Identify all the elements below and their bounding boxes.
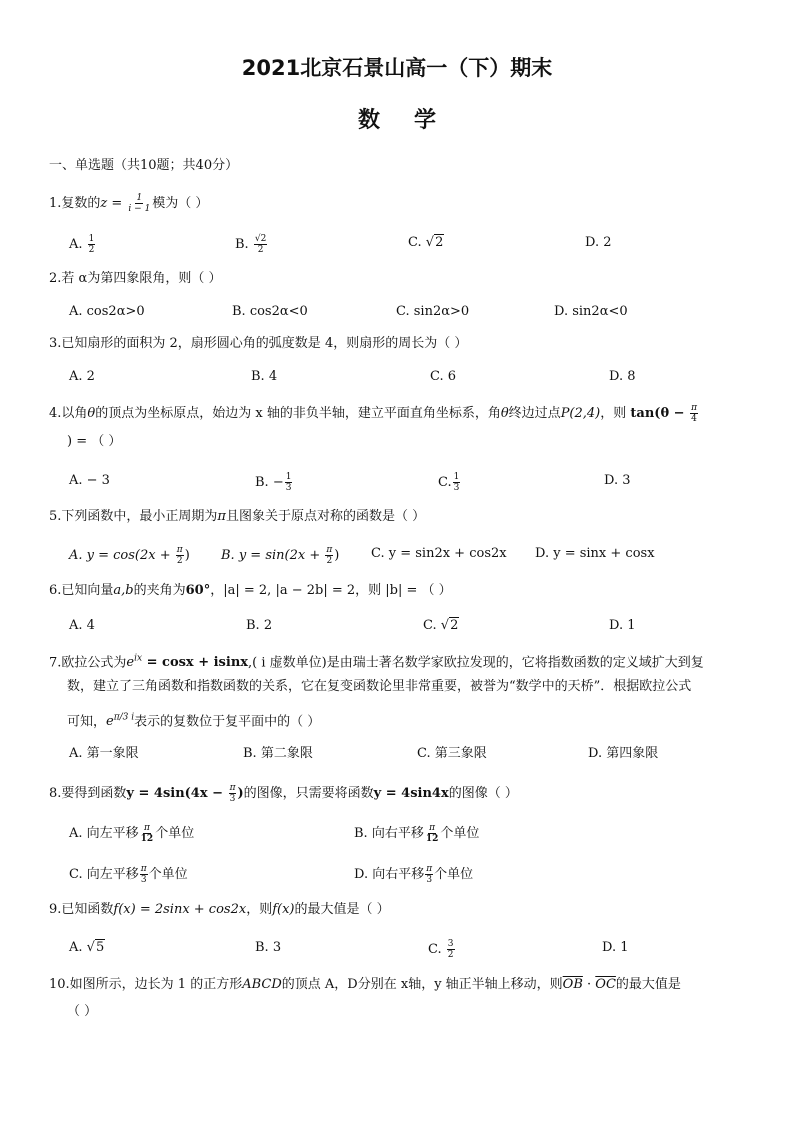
question-3-stem: 3.已知扇形的面积为 2，扇形圆心角的弧度数是 4，则扇形的周长为（ ） — [49, 336, 468, 351]
question-6-option-d: D. 1 — [609, 618, 636, 633]
document-subject: 数学 — [357, 108, 470, 133]
question-6-option-a: A. 4 — [69, 618, 95, 633]
question-5-option-b: B. y = sin(2x + $\frac{\pi}{2}$ ) — [221, 545, 340, 566]
question-5-stem: 5.下列函数中，最小正周期为π且图象关于原点对称的函数是（ ） — [49, 509, 426, 524]
question-5-option-c: C. y = sin2x + cos2x — [371, 546, 507, 561]
document-title: 2021北京石景山高一（下）期末 — [241, 56, 553, 80]
section-heading: 一、单选题（共10题；共40分） — [49, 158, 239, 173]
question-6-option-b: B. 2 — [246, 618, 273, 633]
question-1-option-a: A. $\frac{1}{2}$ — [69, 234, 95, 255]
question-9-option-d: D. 1 — [602, 940, 629, 955]
question-4-option-b: B. − $\frac{1}{3}$ — [255, 472, 292, 493]
question-7-option-b: B. 第二象限 — [243, 746, 313, 761]
question-2-option-c: C. sin2α>0 — [396, 304, 470, 319]
question-8-stem: 8.要得到函数y = 4sin(4x − $\frac{\pi}{3}$ )的图像，只需要将函数y = 4sin4x的图像（ ） — [49, 783, 518, 804]
question-2-option-b: B. cos2α<0 — [232, 304, 308, 319]
question-4-stem: 4.以角θ的顶点为坐标原点，始边为 x 轴的非负半轴，建立平面直角坐标系，角θ终边过点P(2,4)，则 tan(θ − $\frac{\pi}{4}$ — [49, 403, 697, 424]
question-1-option-b: B. $\frac{√2}{2}$ — [235, 234, 267, 255]
question-7-stem-line-3: 可知，$e^{\pi/3 i}$表示的复数位于复平面中的（ ） — [67, 713, 321, 730]
question-8-option-b: B. 向右平移 $\frac{\pi}{12}$ 个单位 — [354, 823, 480, 844]
question-7-option-d: D. 第四象限 — [588, 746, 659, 761]
question-2-option-d: D. sin2α<0 — [554, 304, 628, 319]
question-3-option-b: B. 4 — [251, 369, 278, 384]
question-9-stem: 9.已知函数f(x) = 2sinx + cos2x，则f(x)的最大值是（ ） — [49, 902, 390, 917]
question-2-option-a: A. cos2α>0 — [69, 304, 145, 319]
question-4-stem-continued: ) = （ ） — [67, 434, 122, 449]
question-6-option-c: C. √2 — [423, 618, 459, 633]
question-1-option-c: C. √2 — [408, 235, 444, 250]
question-7-option-a: A. 第一象限 — [69, 746, 139, 761]
question-3-option-c: C. 6 — [430, 369, 457, 384]
question-7-stem-line-2: 数，建立了三角函数和指数函数的关系，它在复变函数论里非常重要，被誉为“数学中的天桥”．根据欧拉公式 — [67, 679, 692, 694]
question-2-stem: 2.若 α为第四象限角，则（ ） — [49, 271, 222, 286]
question-3-option-d: D. 8 — [609, 369, 636, 384]
question-9-option-a: A. √5 — [69, 940, 105, 955]
question-10-stem: 10.如图所示，边长为 1 的正方形ABCD的顶点 A，D分别在 x轴，y 轴正半轴上移动，则$\overline{OB} \cdot \overline{OC}$的最大值是 — [49, 977, 681, 992]
question-10-stem-continued: （ ） — [67, 1004, 98, 1019]
question-1-stem: 1.复数的z = $\frac{1}{i - 1}$ 模为（ ） — [49, 193, 209, 214]
question-8-option-a: A. 向左平移 $\frac{\pi}{12}$ 个单位 — [69, 823, 195, 844]
question-5-option-a: A. y = cos(2x + $\frac{\pi}{2}$ ) — [69, 545, 190, 566]
question-7-stem-line-1: 7.欧拉公式为$e^{ix} = \cos x + isinx$,( i 虚数单位)是由瑞士著名数学家欧拉发现的，它将指数函数的定义域扩大到复 — [49, 654, 704, 671]
question-9-option-b: B. 3 — [255, 940, 282, 955]
question-4-option-d: D. 3 — [604, 473, 631, 488]
question-7-option-c: C. 第三象限 — [417, 746, 487, 761]
question-4-option-a: A. − 3 — [69, 473, 110, 488]
question-3-option-a: A. 2 — [69, 369, 95, 384]
question-4-option-c: C. $\frac{1}{3}$ — [438, 472, 460, 493]
question-8-option-c: C. 向左平移 $\frac{\pi}{3}$ 个单位 — [69, 864, 188, 885]
question-9-option-c: C. $\frac{3}{2}$ — [428, 939, 454, 960]
question-1-option-d: D. 2 — [585, 235, 612, 250]
question-6-stem: 6.已知向量a,b的夹角为60°，|a| = 2, |a − 2b| = 2，则 |b| = （ ） — [49, 583, 452, 598]
question-5-option-d: D. y = sinx + cosx — [535, 546, 655, 561]
question-8-option-d: D. 向右平移 $\frac{\pi}{3}$ 个单位 — [354, 864, 474, 885]
